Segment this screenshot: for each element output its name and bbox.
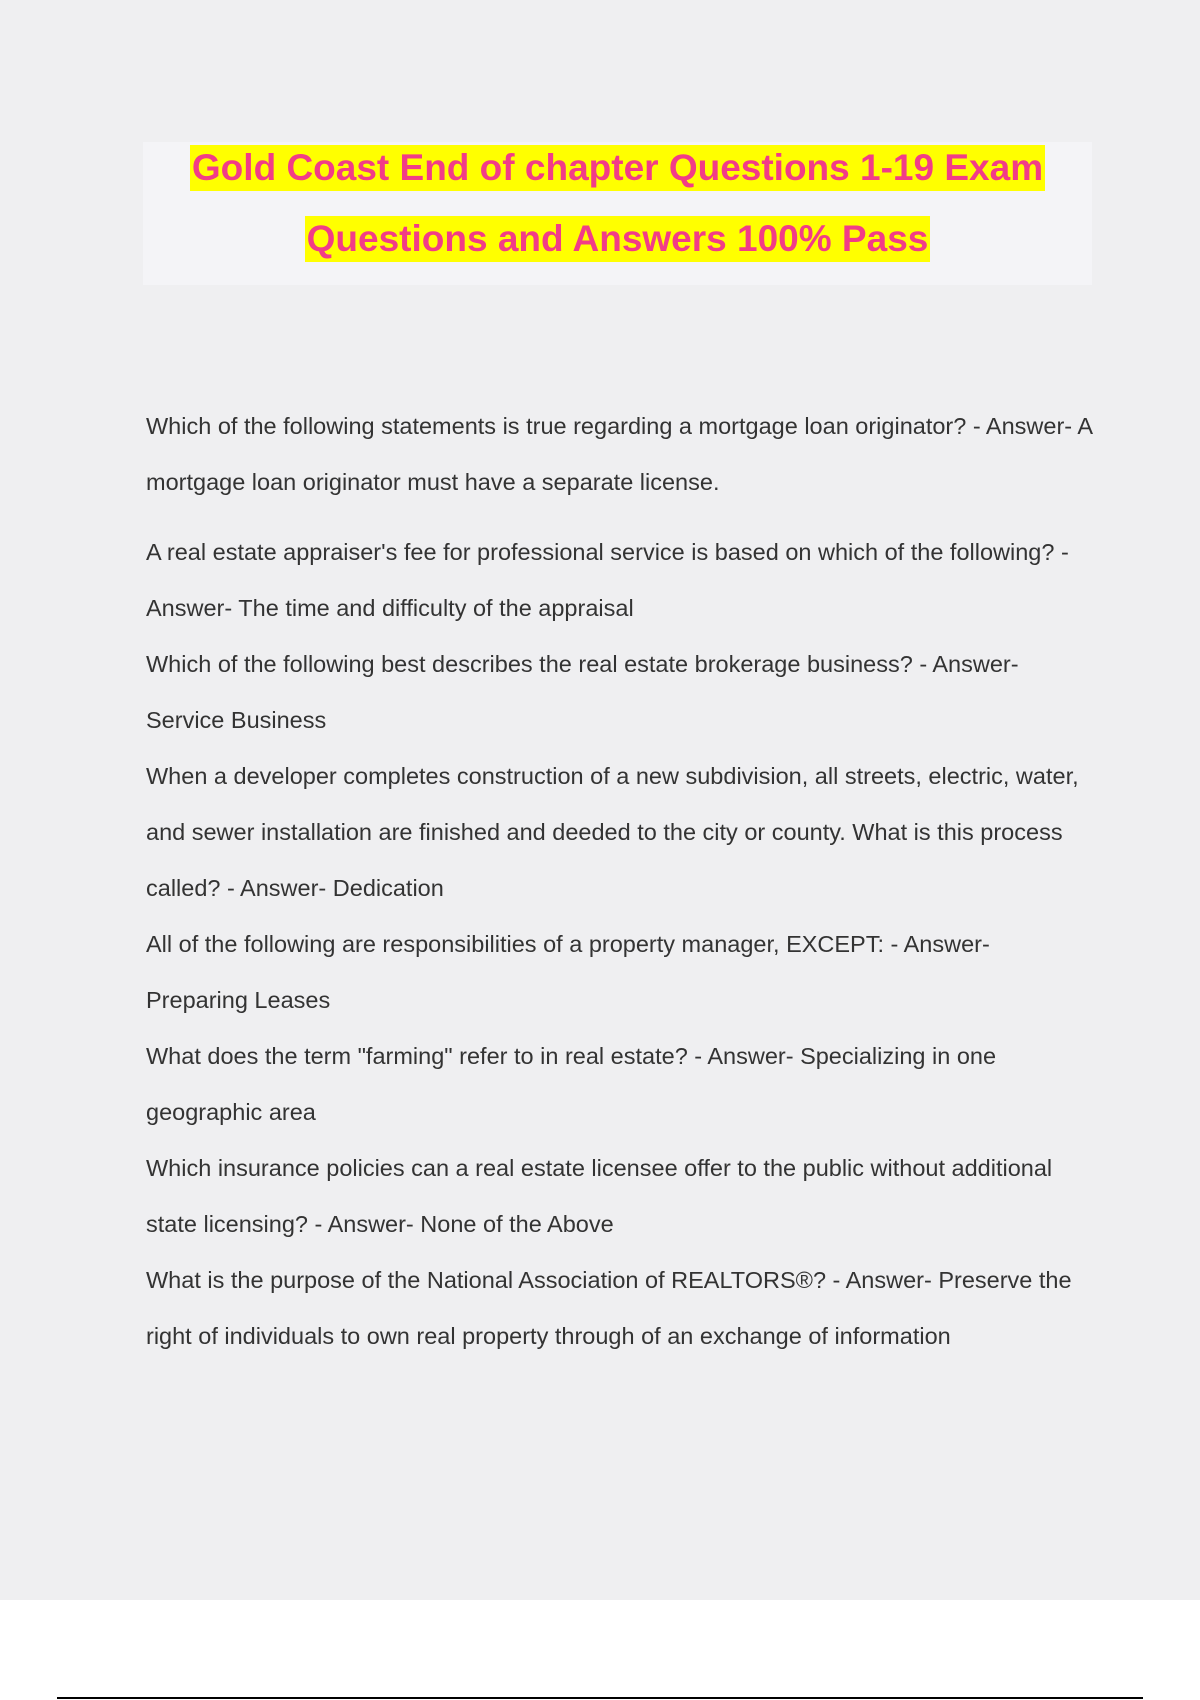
qa-item-1: Which of the following statements is true regarding a mortgage loan originator? - Answer- A mortgage loan originator must have a separate license. — [146, 413, 1092, 495]
qa-item-4: When a developer completes construction of a new subdivision, all streets, electric, water, and sewer installation are finished and deeded to the city or county. What is this process called? - Answer- Dedication — [146, 763, 1079, 901]
next-page-top — [0, 1600, 1200, 1700]
title-line-1: Gold Coast End of chapter Questions 1-19 Exam — [190, 145, 1045, 191]
document-title — [143, 142, 1092, 285]
title-line-2: Questions and Answers 100% Pass — [305, 216, 931, 262]
qa-list — [146, 398, 1096, 1364]
qa-item-3: Which of the following best describes the real estate brokerage business? - Answer- Service Business — [146, 651, 1019, 733]
qa-item-5: All of the following are responsibilities of a property manager, EXCEPT: - Answer- Preparing Leases — [146, 931, 990, 1013]
qa-item-8: What is the purpose of the National Association of REALTORS®? - Answer- Preserve the right of individuals to own real property through of an exchange of information — [146, 1267, 1072, 1349]
qa-item-7: Which insurance policies can a real estate licensee offer to the public without additional state licensing? - Answer- None of the Above — [146, 1155, 1053, 1237]
qa-item-2: A real estate appraiser's fee for professional service is based on which of the following? - Answer- The time and difficulty of the appraisal — [146, 539, 1069, 621]
qa-item-6: What does the term "farming" refer to in real estate? - Answer- Specializing in one geographic area — [146, 1043, 997, 1125]
page-divider — [57, 1697, 1143, 1699]
